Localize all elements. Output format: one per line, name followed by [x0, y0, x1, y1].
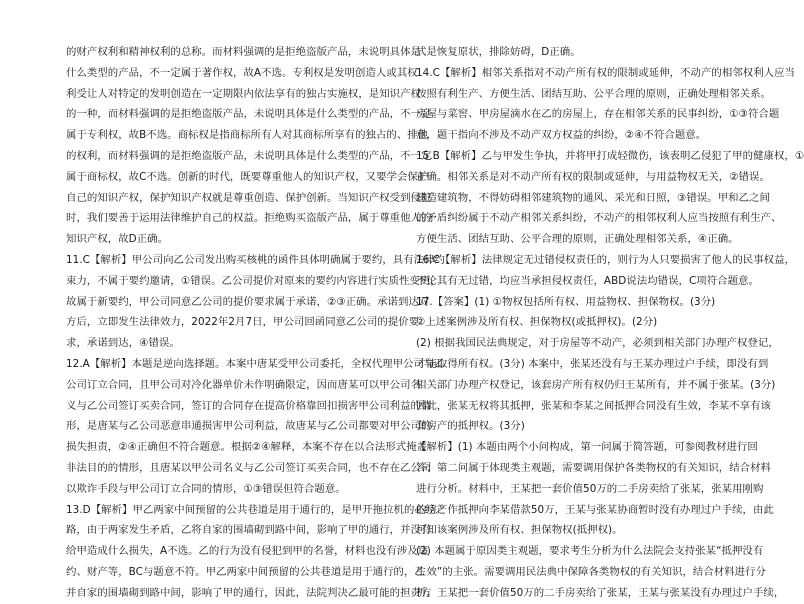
text-line: 14.C【解析】相邻关系指对不动产所有权的限制或延伸，不动产的相邻权利人应当: [416, 66, 795, 79]
text-line: ②上述案例涉及所有权、担保物权(或抵押权)。(2分): [416, 316, 658, 329]
text-line: 利受让人对特定的发明创造在一定期限内依法享有的独占实施权，是知识产权: [66, 87, 421, 100]
text-line: 因此，张某无权将其抵押，张某和李某之间抵押合同没有生效，李某不享有该: [416, 399, 771, 412]
text-line: 时，我们要善于运用法律维护自己的权益。拒绝购买盗版产品，属于尊重他人的: [66, 212, 432, 225]
text-line: 什么类型的产品，不一定属于著作权，故A不选。专利权是发明创造人或其权: [66, 66, 418, 79]
text-line: 属于专利权，故B不选。商标权是指商标所有人对其商标所享有的独占的、排他: [66, 129, 429, 142]
text-line: 故属于新要约，甲公司同意乙公司的提价要求属于承诺，②③正确。承诺到达对: [66, 295, 430, 308]
text-line: 13.D【解析】甲乙两家中间预留的公共巷道是用于通行的，是甲开拖拉机的必经之: [66, 503, 446, 516]
text-line: 方后，立即发生法律效力，2022年2月7日，甲公司回函同意乙公司的提价要: [66, 316, 420, 329]
text-line: 按照有利生产、方便生活、团结互助、公平合理的原则，正确处理相邻关系。: [416, 87, 771, 100]
text-line: 的权利，而材料强调的是拒绝盗版产品，未说明具体是什么类型的产品，不一定: [66, 149, 432, 162]
text-line: 的矛盾纠纷属于不动产相邻关系纠纷，不动产的相邻权利人应当按照有利生产、: [416, 212, 782, 225]
text-line: 式是恢复原状，排除妨碍，D正确。: [416, 46, 581, 58]
text-line: 非法目的的情形，且唐某以甲公司名义与乙公司签订买卖合同，也不存在乙公司: [66, 461, 432, 474]
text-line: 意，题干指向不涉及不动产双方权益的纠纷，②④不符合题意。: [416, 129, 707, 142]
text-line: (2) 根据我国民法典规定，对于房屋等不动产，必须到相关部门办理产权登记，: [416, 337, 779, 350]
text-line: 建造建筑物，不得妨碍相邻建筑物的通风、采光和日照，③错误。甲和乙之间: [416, 191, 770, 204]
text-line: 约、财产等，BC与题意不符。甲乙两家中间预留的公共巷道是用于通行的，乙: [66, 565, 425, 578]
text-line: 并自家的围墙砌到路中间，影响了甲的通行，因此，法院判决乙最可能的担责方: [66, 586, 432, 599]
text-line: 16.C【解析】法律规定无过错侵权责任的，则行为人只要损害了他人的民事权益，: [416, 253, 795, 266]
text-line: 15.B【解析】乙与甲发生争执，并将甲打成轻微伤，该表明乙侵犯了甲的健康权，①: [416, 149, 804, 162]
text-line: 形，是唐某与乙公司恶意串通损害甲公司利益，故唐某与乙公司都要对甲公司的: [66, 420, 432, 433]
text-line: 的财产权利和精神权利的总称。而材料强调的是拒绝盗版产品，未说明具体是: [66, 46, 421, 58]
text-line: (2) 本题属于原因类主观题，要求考生分析为什么法院会支持张某“抵押没有: [416, 545, 764, 558]
text-line: 义与乙公司签订买卖合同，签订的合同存在提高价格靠回扣损害甲公司利益的情: [66, 399, 432, 412]
text-line: 不论其有无过错，均应当承担侵权责任，ABD说法均错误，C项符合题意。: [416, 274, 759, 287]
text-line: 路，由于两家发生矛盾，乙将自家的围墙砌到路中间，影响了甲的通行，并没有: [66, 524, 432, 537]
text-line: 可知该案例涉及所有权、担保物权(抵押权)。: [416, 524, 623, 537]
text-line: 11.C【解析】甲公司向乙公司发出购买核桃的函件具体明确属于要约，具有法律约: [66, 253, 445, 266]
text-line: 求，承诺到达，④错误。: [66, 337, 180, 350]
text-line: 套房产的抵押权。(3分): [416, 420, 525, 433]
text-line: 以欺诈手段与甲公司订立合同的情形，①③错误但符合题意。: [66, 482, 346, 495]
text-line: 答；第二问属于体现类主观题，需要调用保护各类物权的有关知识，结合材料: [416, 461, 771, 474]
text-line: 12.A【解析】本题是逆向选择题。本案中唐某受甲公司委托，全权代理甲公司与乙: [66, 357, 445, 370]
text-line: 的一种，而材料强调的是拒绝盗版产品，未说明具体是什么类型的产品，不一定: [66, 108, 432, 121]
text-line: 生效”的主张。需要调用民法典中保障各类物权的有关知识，结合材料进行分: [416, 565, 766, 578]
text-line: 给甲造成什么损失，A不选。乙的行为没有侵犯到甲的名誉，材料也没有涉及违: [66, 545, 429, 558]
right-column: [416, 42, 804, 604]
text-line: 的房产作抵押向李某借款50万，王某与张某协商暂时没有办理过户手续，由此: [416, 503, 774, 516]
text-line: 进行分析。材料中，王某把一套价值50万的二手房卖给了张某，张某用刚购: [416, 482, 764, 495]
text-line: 才能取得所有权。(3分) 本案中，张某还没有与王某办理过户手续，即没有到: [416, 357, 769, 370]
text-line: 公司订立合同，且甲公司对冷化器单价未作明确限定，因而唐某可以甲公司名: [66, 378, 421, 391]
text-line: 方便生活、团结互助、公平合理的原则，正确处理相邻关系，④正确。: [416, 233, 739, 246]
text-line: 房屋与菜窖、甲房屋滴水在乙的房屋上，存在相邻关系的民事纠纷，①③符合题: [416, 108, 780, 121]
text-line: 损失担责，②④正确但不符合题意。根据②④解释，本案不存在以合法形式掩盖: [66, 441, 428, 454]
text-line: 相关部门办理产权登记，该套房产所有权仍归王某所有，并不属于张某。(3分): [416, 378, 776, 391]
text-line: 自己的知识产权，保护知识产权就是尊重创造、保护创新。当知识产权受到侵犯: [66, 191, 432, 204]
text-line: 析。王某把一套价值50万的二手房卖给了张某，王某与张某没有办理过户手续，: [416, 586, 785, 599]
text-line: 属于商标权，故C不选。创新的时代，既要尊重他人的知识产权，又要学会保护: [66, 170, 429, 183]
text-line: 知识产权，故D正确。: [66, 233, 169, 246]
text-line: 正确。相邻关系是对不动产所有权的限制或延伸，与用益物权无关，②错误。: [416, 170, 770, 183]
left-column: [66, 42, 446, 604]
text-line: 17.【答案】(1) ①物权包括所有权、用益物权、担保物权。(3分): [416, 295, 716, 308]
text-line: 【解析】(1) 本题由两个小问构成，第一问属于简答题，可参阅教材进行回: [416, 441, 758, 454]
text-line: 束力，不属于要约邀请，①错误。乙公司提价对原来的要约内容进行实质性变更，: [66, 274, 441, 287]
